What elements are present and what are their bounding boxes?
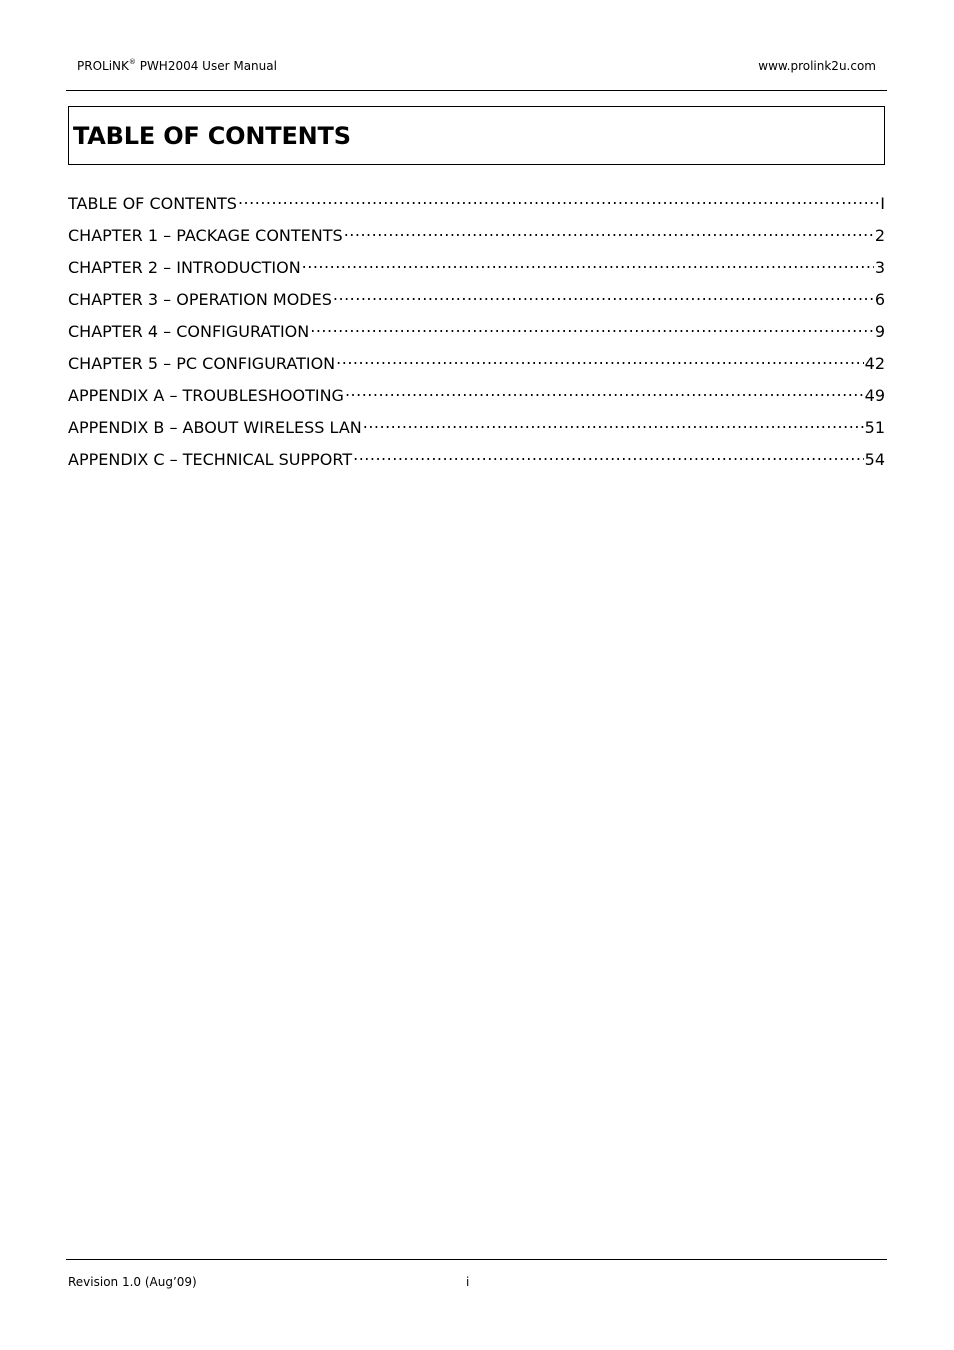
footer-revision: Revision 1.0 (Aug’09) <box>68 1275 197 1289</box>
toc-entry-title: CHAPTER 5 – PC CONFIGURATION <box>68 354 336 373</box>
toc-leader-dots <box>353 445 864 465</box>
toc-entry-title: CHAPTER 3 – OPERATION MODES <box>68 290 332 309</box>
toc-entry[interactable] <box>68 221 885 253</box>
toc-entry[interactable] <box>68 189 885 221</box>
toc-leader-dots <box>310 317 874 337</box>
toc-entry-title: APPENDIX B – ABOUT WIRELESS LAN <box>68 418 362 437</box>
toc-entry[interactable] <box>68 349 885 381</box>
toc-entry-title: APPENDIX C – TECHNICAL SUPPORT <box>68 450 353 469</box>
toc-leader-dots <box>333 285 874 305</box>
toc-entry-page: 6 <box>874 290 885 309</box>
toc-heading: TABLE OF CONTENTS <box>73 122 351 150</box>
toc-entry-page: 49 <box>864 386 885 405</box>
toc-list <box>68 189 885 477</box>
toc-entry-title: CHAPTER 2 – INTRODUCTION <box>68 258 301 277</box>
toc-entry[interactable] <box>68 317 885 349</box>
footer-page-number: i <box>466 1275 470 1289</box>
toc-leader-dots <box>345 381 864 401</box>
toc-entry-page: 51 <box>864 418 885 437</box>
header-manual-title <box>77 59 277 73</box>
toc-entry[interactable] <box>68 285 885 317</box>
toc-leader-dots <box>344 221 874 241</box>
page-header <box>66 58 887 91</box>
toc-entry-page: 2 <box>874 226 885 245</box>
toc-entry[interactable] <box>68 413 885 445</box>
toc-entry-page: I <box>880 194 885 213</box>
toc-leader-dots <box>302 253 874 273</box>
toc-entry-title: APPENDIX A – TROUBLESHOOTING <box>68 386 344 405</box>
registered-mark: ® <box>128 58 136 66</box>
toc-entry[interactable] <box>68 381 885 413</box>
header-brand: PROLiNK <box>77 59 129 73</box>
toc-entry-title: TABLE OF CONTENTS <box>68 194 237 213</box>
header-website: www.prolink2u.com <box>758 59 876 73</box>
toc-leader-dots <box>238 189 879 209</box>
header-product-title: PWH2004 User Manual <box>135 59 277 73</box>
toc-entry-title: CHAPTER 4 – CONFIGURATION <box>68 322 310 341</box>
toc-entry-title: CHAPTER 1 – PACKAGE CONTENTS <box>68 226 343 245</box>
toc-entry-page: 54 <box>864 450 885 469</box>
toc-entry[interactable] <box>68 445 885 477</box>
toc-entry-page: 3 <box>874 258 885 277</box>
toc-entry-page: 9 <box>874 322 885 341</box>
toc-leader-dots <box>363 413 864 433</box>
toc-leader-dots <box>336 349 864 369</box>
toc-heading-box <box>68 106 885 165</box>
page-footer <box>66 1259 887 1289</box>
toc-entry[interactable] <box>68 253 885 285</box>
toc-entry-page: 42 <box>864 354 885 373</box>
